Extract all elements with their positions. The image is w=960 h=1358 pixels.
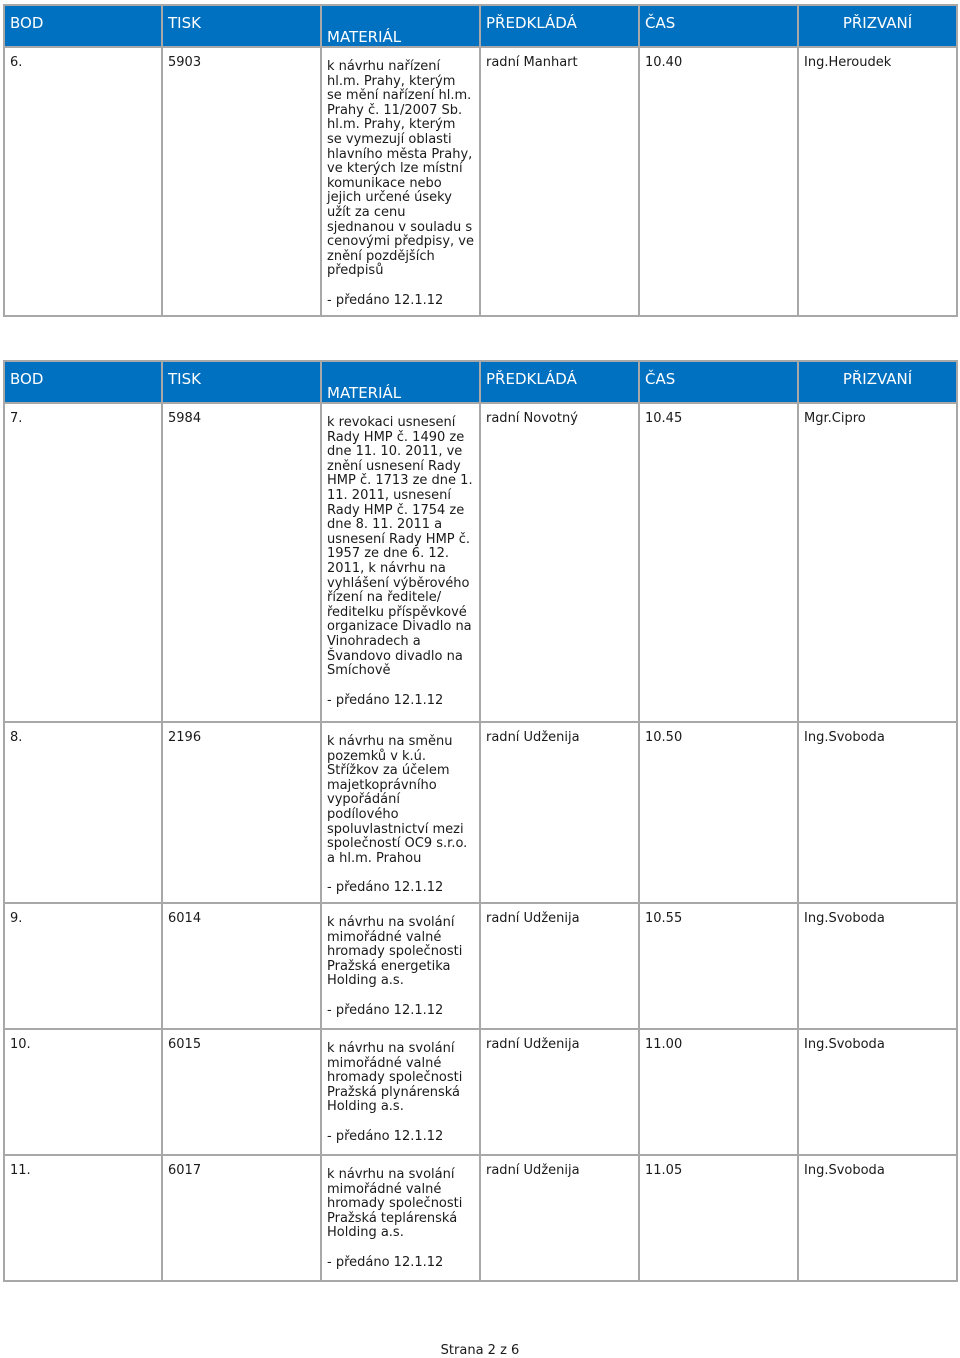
material-description: k návrhu na svolání mimořádné valné hromady společnosti Pražská plynárenská Holding a.s. bbox=[327, 1040, 463, 1115]
tisk-cell: 6017 bbox=[168, 1162, 202, 1178]
predklada-cell: radní Manhart bbox=[486, 55, 578, 70]
prizvani-cell: Ing.Svoboda bbox=[804, 730, 885, 745]
header-material: MATERIÁL bbox=[321, 361, 480, 403]
handed-date: - předáno 12.1.12 bbox=[327, 1002, 444, 1018]
predklada-cell: radní Udženija bbox=[486, 730, 580, 745]
cas-cell: 10.45 bbox=[645, 411, 683, 426]
bod-cell: 6. bbox=[10, 55, 23, 70]
table-row bbox=[4, 47, 957, 316]
material-description: k návrhu nařízení hl.m. Prahy, kterým se mění nařízení hl.m. Prahy č. 11/2007 Sb. hl.m. Prahy, kterým se vymezují oblasti hlavního města Prahy, ve kterých lze místní komunikace nebo jejich určené úseky užít za cenu sjednanou v souladu s cenovými předpisy, ve znění pozdějších předpisů bbox=[327, 59, 474, 279]
header-tisk: TISK bbox=[162, 361, 321, 403]
handed-date: - předáno 12.1.12 bbox=[327, 1128, 444, 1144]
prizvani-cell: Ing.Svoboda bbox=[804, 910, 885, 926]
header-cas: ČAS bbox=[639, 361, 798, 403]
header-prizvani: PŘIZVANÍ bbox=[798, 361, 957, 403]
handed-date: - předáno 12.1.12 bbox=[327, 292, 444, 308]
cas-cell: 10.50 bbox=[645, 730, 683, 745]
agenda-table-2 bbox=[3, 360, 958, 1282]
material-description: k návrhu na svolání mimořádné valné hromady společnosti Pražská energetika Holding a.s. bbox=[327, 914, 463, 989]
tisk-cell: 5984 bbox=[168, 411, 202, 426]
cas-cell: 11.05 bbox=[645, 1162, 683, 1178]
header-predklada: PŘEDKLÁDÁ bbox=[480, 5, 639, 47]
material-description: k návrhu na směnu pozemků v k.ú. Střížkov za účelem majetkoprávního vypořádání podílového spoluvlastnictví mezi společností OC9 s.r.o. a hl.m. Prahou bbox=[327, 734, 468, 866]
handed-date: - předáno 12.1.12 bbox=[327, 880, 444, 896]
predklada-cell: radní Udženija bbox=[486, 1162, 580, 1178]
header-bod: BOD bbox=[4, 361, 162, 403]
bod-cell: 10. bbox=[10, 1036, 31, 1052]
table-row bbox=[4, 1029, 957, 1155]
handed-date: - předáno 12.1.12 bbox=[327, 1254, 444, 1270]
prizvani-cell: Ing.Heroudek bbox=[804, 55, 892, 70]
cas-cell: 10.40 bbox=[645, 55, 683, 70]
predklada-cell: radní Udženija bbox=[486, 910, 580, 926]
predklada-cell: radní Udženija bbox=[486, 1036, 580, 1052]
cas-cell: 10.55 bbox=[645, 910, 683, 926]
bod-cell: 8. bbox=[10, 730, 23, 745]
table-row bbox=[4, 403, 957, 722]
material-description: k revokaci usnesení Rady HMP č. 1490 ze dne 11. 10. 2011, ve znění usnesení Rady HMP č. 1713 ze dne 1. 11. 2011, usnesení Rady HMP č. 1754 ze dne 8. 11. 2011 a usnesení Rady HMP č. 1957 ze dne 6. 12. 2011, k návrhu na vyhlášení výběrového řízení na ředitele/ředitelku příspěvkové organizace Divadlo na Vinohradech a Švandovo divadlo na Smíchově bbox=[327, 415, 473, 679]
bod-cell: 9. bbox=[10, 910, 23, 926]
tisk-cell: 6015 bbox=[168, 1036, 202, 1052]
handed-date: - předáno 12.1.12 bbox=[327, 692, 444, 708]
prizvani-cell: Ing.Svoboda bbox=[804, 1036, 885, 1052]
tisk-cell: 2196 bbox=[168, 730, 202, 745]
material-description: k návrhu na svolání mimořádné valné hromady společnosti Pražská teplárenská Holding a.s. bbox=[327, 1166, 463, 1241]
agenda-table-1 bbox=[3, 4, 958, 317]
table-header-row bbox=[4, 5, 957, 47]
tisk-cell: 5903 bbox=[168, 55, 202, 70]
header-material: MATERIÁL bbox=[321, 5, 480, 47]
tisk-cell: 6014 bbox=[168, 910, 202, 926]
prizvani-cell: Mgr.Cipro bbox=[804, 411, 866, 426]
header-cas: ČAS bbox=[639, 5, 798, 47]
header-prizvani: PŘIZVANÍ bbox=[798, 5, 957, 47]
predklada-cell: radní Novotný bbox=[486, 411, 578, 426]
bod-cell: 11. bbox=[10, 1162, 31, 1178]
page-number: Strana 2 z 6 bbox=[440, 1343, 520, 1358]
prizvani-cell: Ing.Svoboda bbox=[804, 1162, 885, 1178]
header-bod: BOD bbox=[4, 5, 162, 47]
header-predklada: PŘEDKLÁDÁ bbox=[480, 361, 639, 403]
bod-cell: 7. bbox=[10, 411, 23, 426]
cas-cell: 11.00 bbox=[645, 1036, 683, 1052]
header-tisk: TISK bbox=[162, 5, 321, 47]
table-row bbox=[4, 1155, 957, 1281]
table-header-row bbox=[4, 361, 957, 403]
table-row bbox=[4, 903, 957, 1029]
table-row bbox=[4, 722, 957, 903]
